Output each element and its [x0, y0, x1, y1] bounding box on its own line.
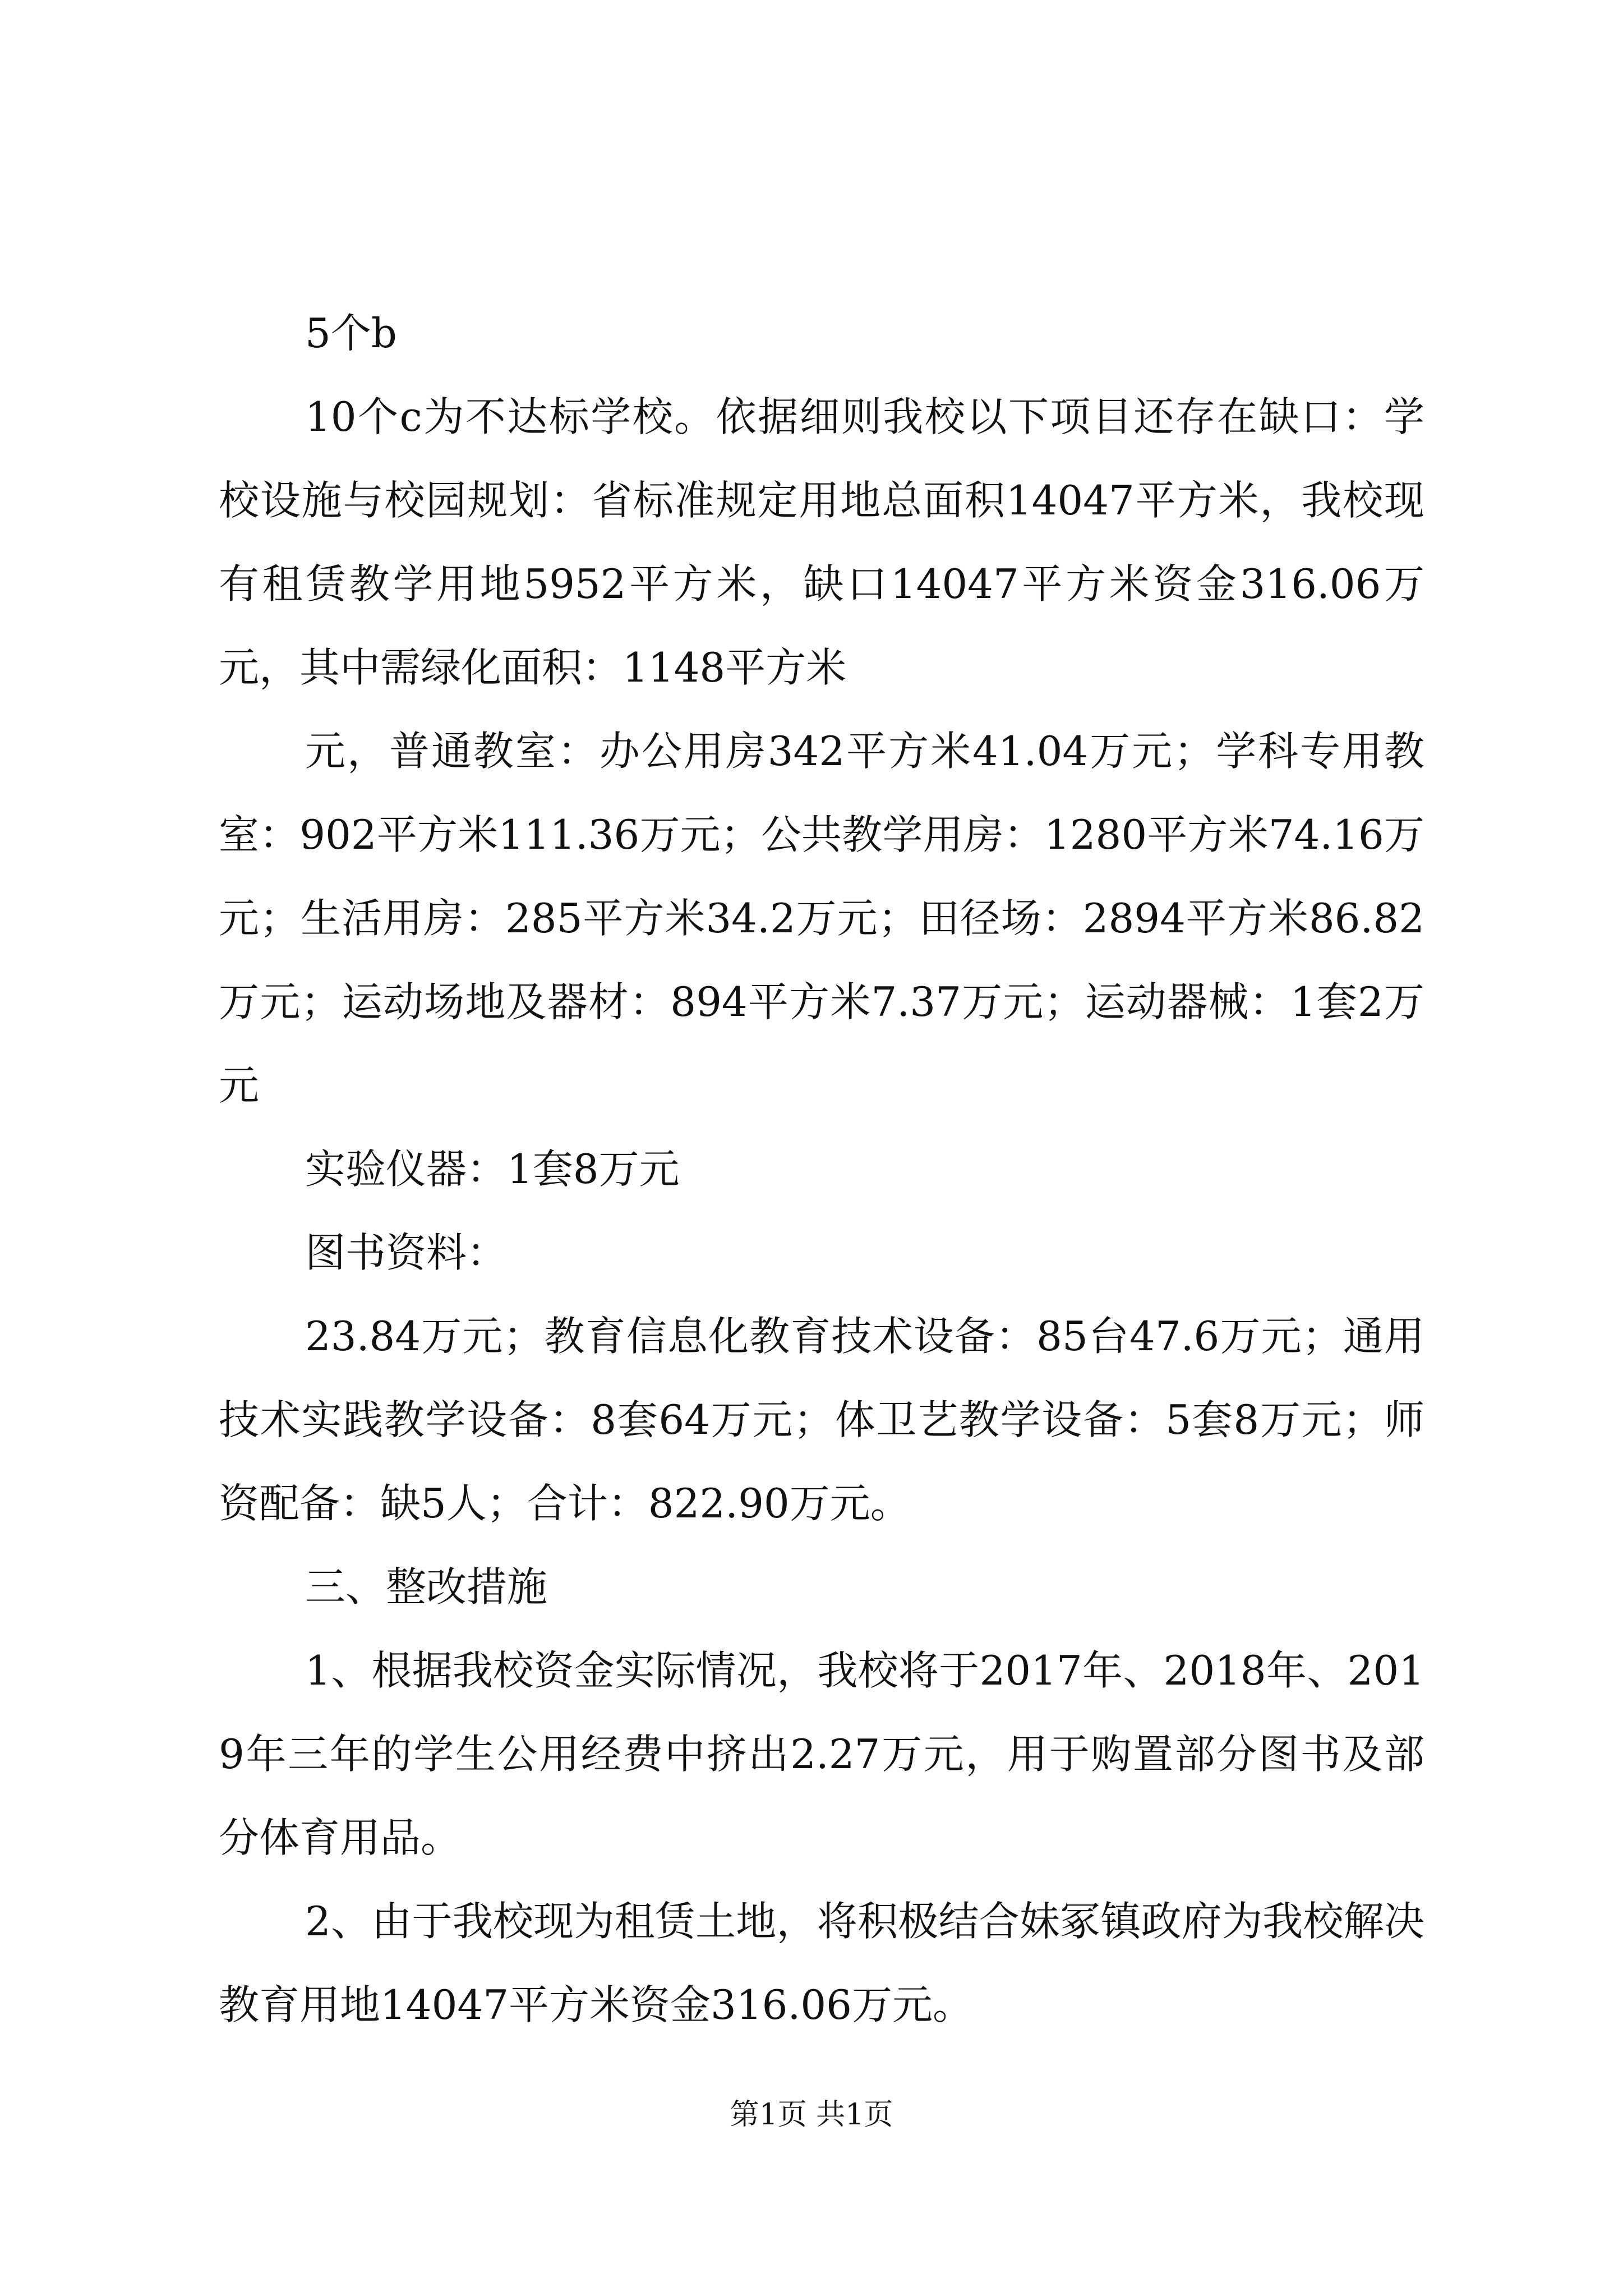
paragraph-6: 23.84万元；教育信息化教育技术设备：85台47.6万元；通用技术实践教学设备：8套64万元；体卫艺教学设备：5套8万元；师资配备：缺5人；合计：822.90万元。	[219, 1313, 1424, 1527]
paragraph-measure-1: 1、根据我校资金实际情况，我校将于2017年、2018年、2019年三年的学生公用经费中挤出2.27万元，用于购置部分图书及部分体育用品。	[219, 1647, 1424, 1861]
paragraph-4: 实验仪器：1套8万元	[305, 1145, 680, 1193]
paragraph-3: 元，普通教室：办公用房342平方米41.04万元；学科专用教室：902平方米111.36万元；公共教学用房：1280平方米74.16万元；生活用房：285平方米34.2万元；田径场：2894平方米86.82万元；运动场地及器材：894平方米7.37万元；运动器械：1套2万元	[219, 728, 1424, 1109]
document-body	[219, 292, 1424, 2047]
section-heading-rectification: 三、整改措施	[305, 1563, 548, 1611]
paragraph-1: 5个b	[305, 310, 397, 357]
paragraph-5: 图书资料：	[305, 1229, 508, 1276]
paragraph-2: 10个c为不达标学校。依据细则我校以下项目还存在缺口：学校设施与校园规划：省标准规定用地总面积14047平方米，我校现有租赁教学用地5952平方米，缺口14047平方米资金316.06万元，其中需绿化面积：1148平方米	[219, 393, 1424, 691]
paragraph-measure-2: 2、由于我校现为租赁土地，将积极结合妹冢镇政府为我校解决教育用地14047平方米资金316.06万元。	[219, 1898, 1424, 2028]
page-footer: 第1页 共1页	[730, 2098, 893, 2132]
